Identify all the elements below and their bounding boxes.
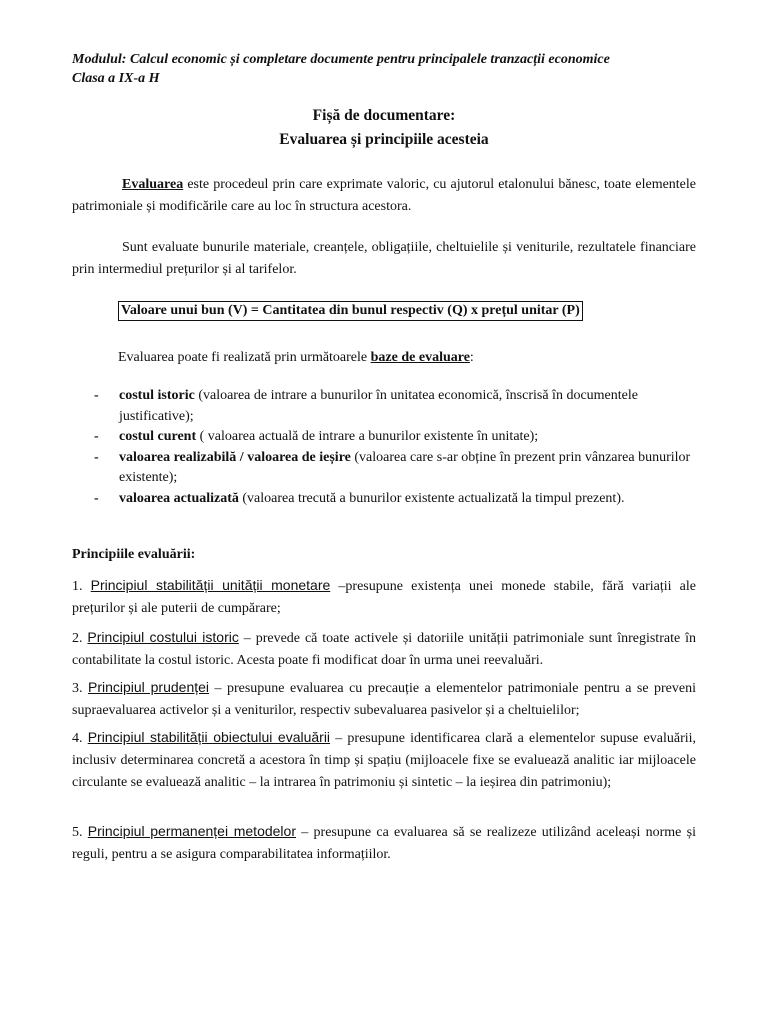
document-title: Fișă de documentare: [312, 107, 456, 124]
value-formula-box: Valoare unui bun (V) = Cantitatea din bunul respectiv (Q) x prețul unitar (P) [118, 301, 583, 321]
class-label: Clasa a IX-a H [72, 71, 160, 86]
definition-text: este procedeul prin care exprimate valoric, cu ajutorul etalonului bănesc, toate elementele patrimoniale și modificările care au loc în structura acestora. [72, 177, 696, 214]
evaluated-items-paragraph [72, 237, 696, 281]
principle-number: 4. [72, 731, 88, 746]
bases-intro-text: Evaluarea poate fi realizată prin următoarele [118, 350, 371, 365]
base-term: costul istoric [119, 388, 195, 403]
base-term: valoarea actualizată [119, 490, 239, 506]
bullet-dash: - [94, 490, 99, 506]
definition-term: Evaluarea [122, 177, 184, 192]
module-title: Modulul: Calcul economic și completare documente pentru principalele tranzacții economice [72, 52, 610, 67]
bullet-dash: - [94, 388, 99, 403]
principle-item [72, 626, 696, 672]
bullet-dash: - [94, 429, 99, 444]
principle-name: Principiul stabilității obiectului evaluării [87, 729, 331, 745]
module-header [72, 50, 692, 88]
base-description: (valoarea care s-ar obține în prezent prin vânzarea bunurilor existente); [119, 449, 691, 485]
bases-colon: : [469, 350, 474, 365]
principle-name: Principiul stabilității unității monetare [90, 577, 331, 593]
principle-item [72, 726, 696, 794]
bases-list [72, 386, 696, 509]
bases-term: baze de evaluare [370, 350, 470, 365]
base-term: valoarea realizabilă / valoarea de ieșire [119, 449, 351, 465]
principle-number: 2. [72, 631, 88, 646]
principle-number: 1. [72, 579, 91, 594]
list-item [72, 386, 696, 427]
base-description: (valoarea trecută a bunurilor existente actualizată la timpul prezent). [238, 490, 625, 506]
list-item [72, 427, 696, 448]
principle-name: Principiul costului istoric [87, 629, 239, 645]
evaluated-items-text: Sunt evaluate bunurile materiale, creanțele, obligațiile, cheltuielile și veniturile, rezultatele financiare prin intermediul prețurilor și al tarifelor. [72, 240, 696, 277]
list-item [72, 489, 696, 510]
principle-name: Principiul permanenței metodelor [87, 823, 296, 839]
base-description: ( valoarea actuală de intrare a bunurilor existente în unitate); [196, 429, 539, 444]
principle-number: 5. [72, 825, 88, 840]
principle-text: – presupune evaluarea cu precauție a elementelor patrimoniale pentru a se preveni supraevaluarea activelor și a veniturilor, respectiv subevaluarea pasivelor și a cheltuielilor; [72, 681, 697, 718]
principle-text: – presupune identificarea clară a elementelor supuse evaluării, inclusiv determinarea concretă a acestora în timp și spațiu (mijloacele fixe se evaluează analitic iar mijloacele circulante se evaluează analitic – la intrarea în patrimoniu și sintetic – la ieșirea din patrimoniu); [72, 731, 697, 790]
principle-name: Principiul prudenței [87, 679, 210, 695]
list-item [72, 448, 696, 489]
principle-text: – prevede că toate activele și datoriile unității patrimoniale sunt înregistrate în contabilitate la costul istoric. Acesta poate fi modificat doar în urma unei reevaluări. [72, 631, 696, 668]
principle-item [72, 676, 696, 722]
principle-item [72, 574, 696, 620]
principle-number: 3. [72, 681, 88, 696]
definition-paragraph [72, 174, 696, 218]
principles-heading: Principiile evaluării: [72, 547, 196, 562]
document-subtitle: Evaluarea și principiile acesteia [279, 131, 489, 148]
bullet-dash: - [94, 449, 99, 465]
base-term: costul curent [119, 429, 197, 444]
principle-text: – presupune ca evaluarea să se realizeze utilizând aceleași norme și reguli, pentru a se asigura comparabilitatea informațiilor. [72, 825, 697, 862]
principle-item [72, 820, 696, 866]
bases-intro [118, 350, 474, 366]
principle-text: –presupune existența unei monede stabile, fără variații ale prețurilor și ale puterii de cumpărare; [72, 579, 696, 616]
base-description: (valoarea de intrare a bunurilor în unitatea economică, înscrisă în documentele justificative); [119, 388, 638, 424]
